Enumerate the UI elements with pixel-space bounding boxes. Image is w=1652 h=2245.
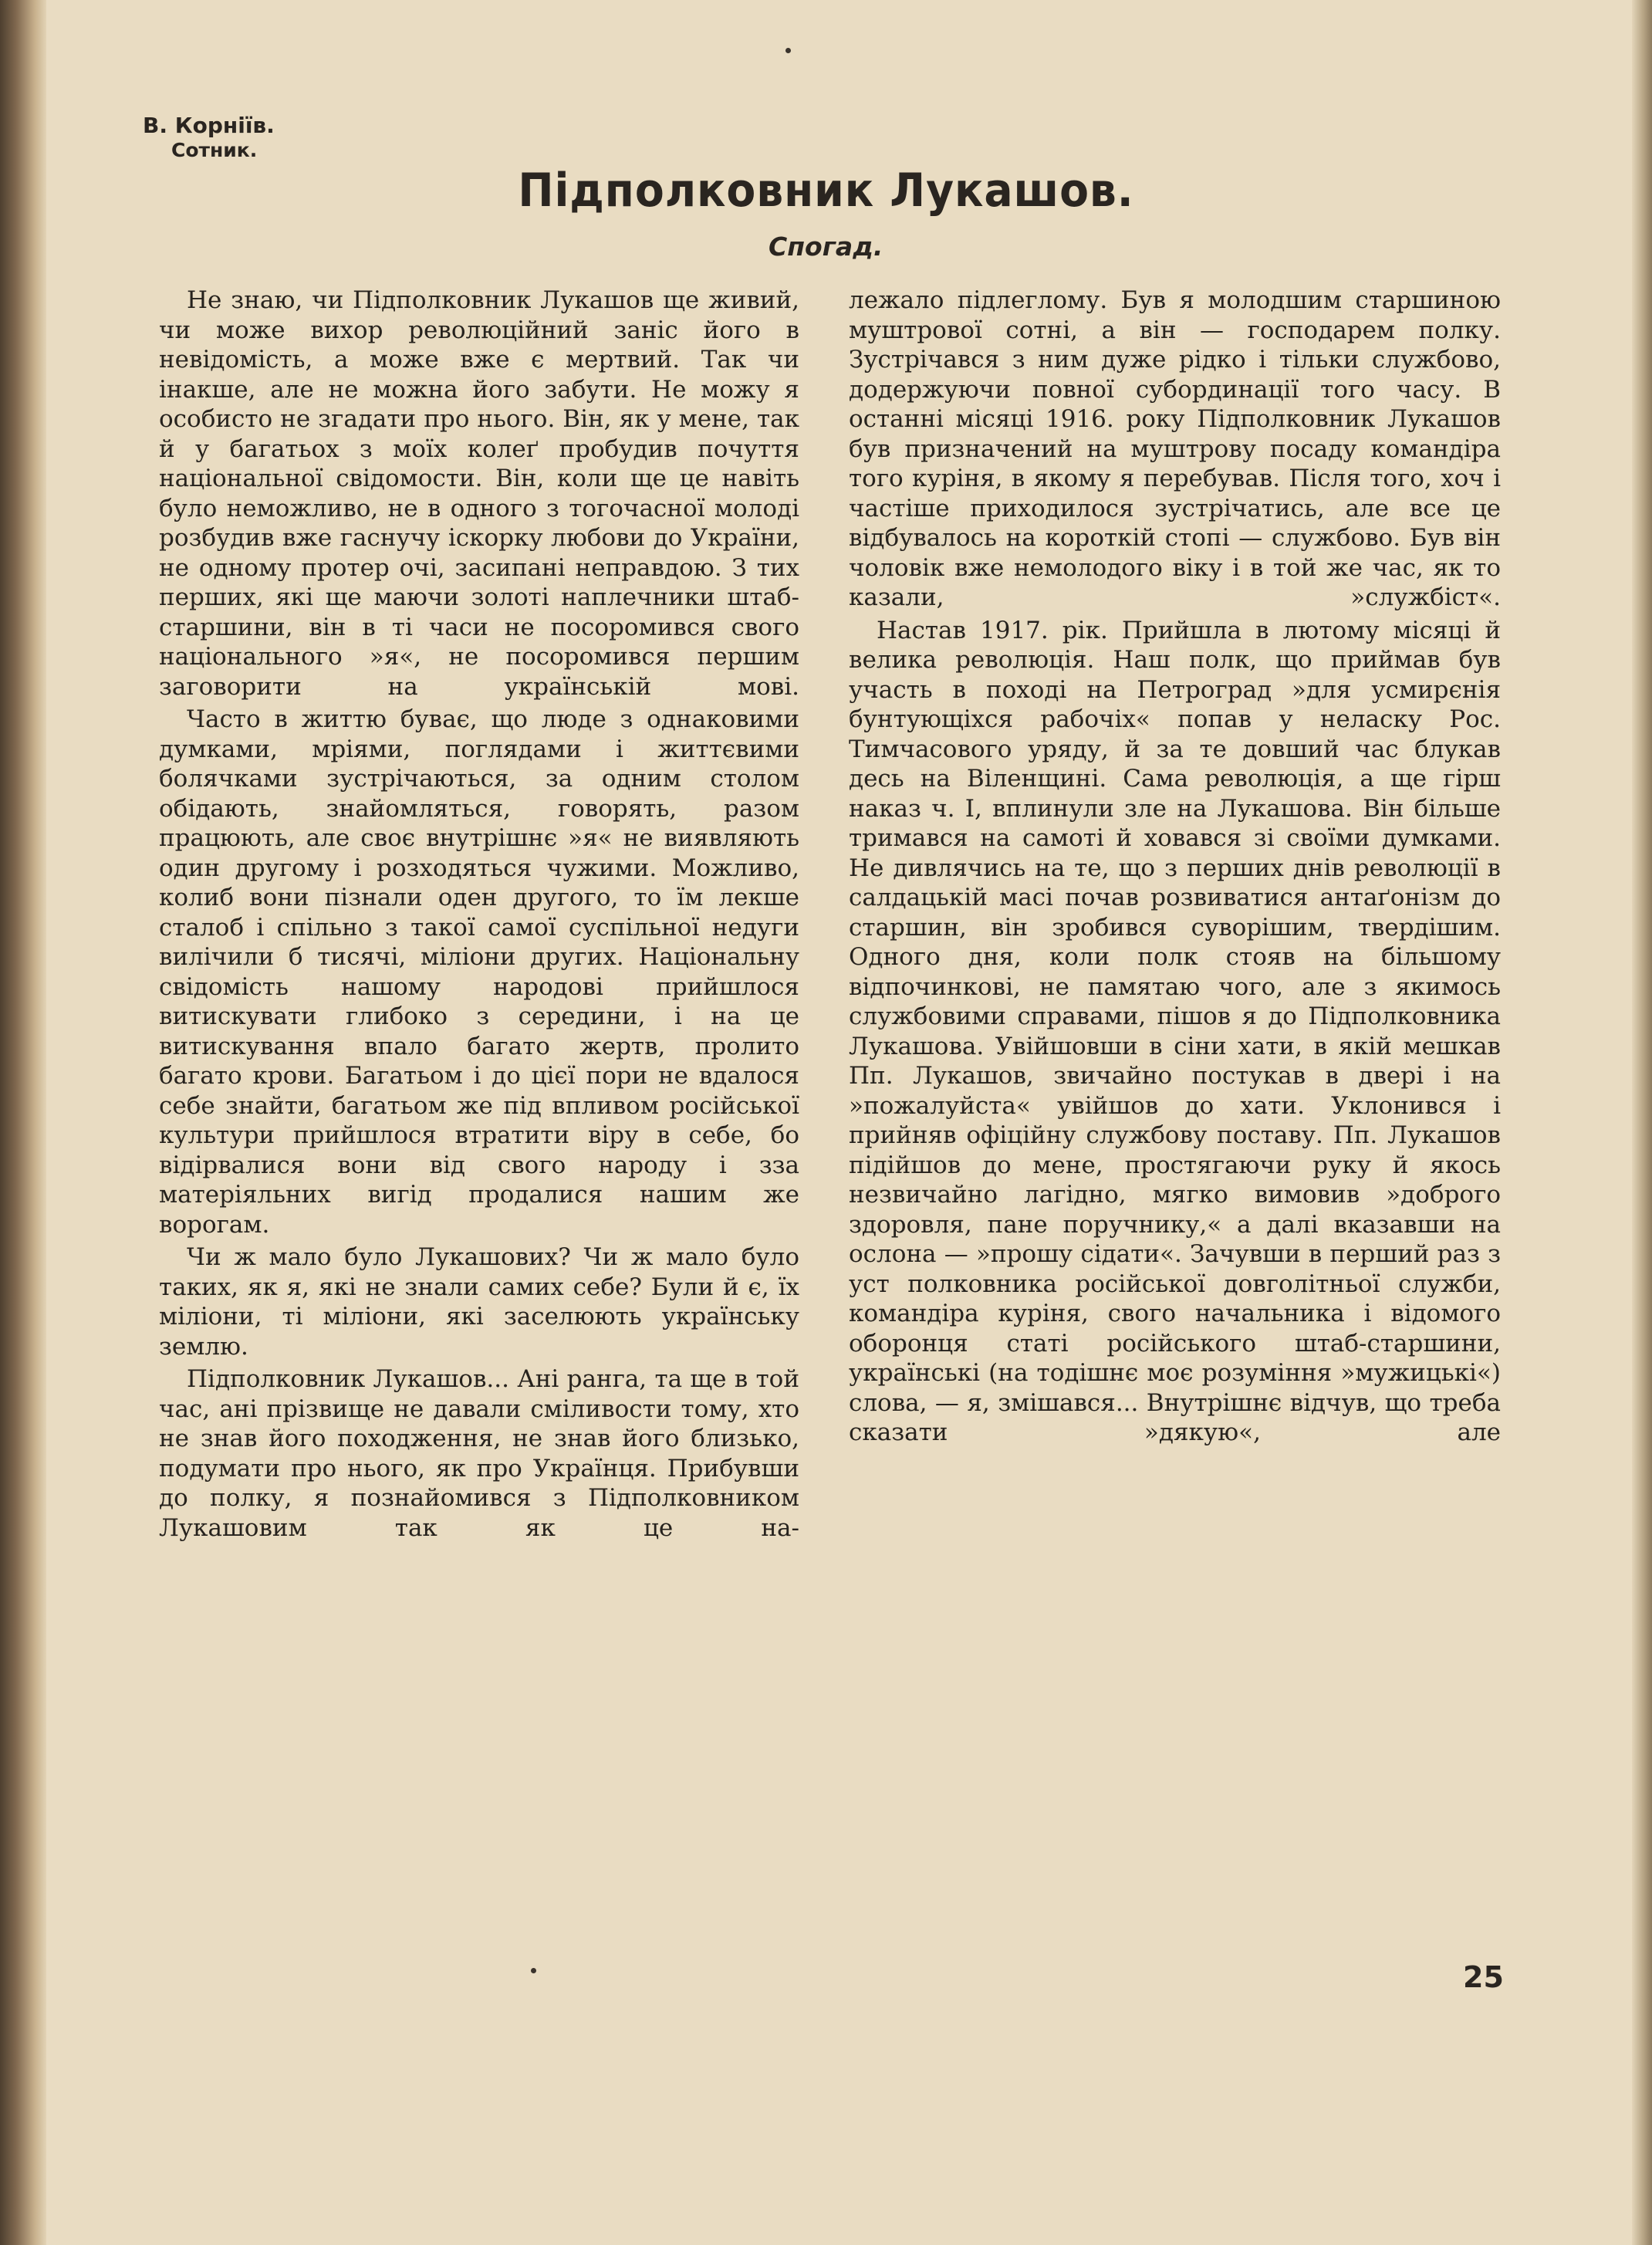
paragraph: Чи ж мало було Лукашових? Чи ж мало було таких, як я, які не знали самих себе? Були й є, їх міліони, ті міліони, які заселюють українську землю. <box>159 1243 799 1361</box>
paragraph: Часто в життю буває, що люде з однаковими думками, мріями, поглядами і життєвими болячками зустрічаються, за одним столом обідають, знайомляться, говорять, разом працюють, але своє внутрішнє »я« не виявляють один другому і розходяться чужими. Можливо, колиб вони пізнали оден другого, то їм лекше сталоб і спільно з такої самої суспільної недуги вилічили б тисячі, міліони других. Національну свідомість нашому народові прийшлося витискувати глибоко з середини, і на це витискування впало багато жертв, пролито багато крови. Багатьом і до цієї пори не вдалося себе знайти, багатьом же під впливом російської культури прийшлося втратити віру в себе, бо відірвалися вони від свого народу і зза матеріяльних вигід продалися нашим же ворогам. <box>159 705 799 1239</box>
print-speck <box>531 1968 536 1973</box>
right-column <box>849 286 1501 1451</box>
book-spine-shadow <box>0 0 46 2245</box>
article-title: Підполковник Лукашов. <box>518 164 1134 218</box>
print-speck <box>785 48 791 53</box>
paragraph: Підполковник Лукашов... Ані ранга, та ще в той час, ані прізвище не давали сміливости тому, хто не знав його походження, не знав його близько, подумати про нього, як про Українця. Прибувши до полку, я познайомився з Підполковником Лукашовим так як це на- <box>159 1365 799 1542</box>
paragraph: лежало підлеглому. Був я молодшим старшиною муштрової сотні, а він — господарем полку. Зустрічався з ним дуже рідко і тільки службово, додержуючи повної субординації того часу. В останні місяці 1916. року Підполковник Лукашов був призначений на муштрову посаду командіра того куріня, в якому я перебував. Після того, хоч і частіше приходилося зустрічатись, але все це відбувалось на короткій стопі — службово. Був він чоловік вже немолодого віку і в той же час, як то казали, »службіст«. <box>849 286 1501 611</box>
author-rank: Сотник. <box>171 139 258 161</box>
page-number: 25 <box>1463 1960 1504 1994</box>
article-subtitle: Спогад. <box>769 232 883 262</box>
paragraph: Не знаю, чи Підполковник Лукашов ще живий, чи може вихор революційний заніс його в невідомість, а може вже є мертвий. Так чи інакше, але не можна його забути. Не можу я особисто не згадати про нього. Він, як у мене, так й у багатьох з моїх колеґ пробудив почуття національної свідомости. Він, коли ще це навіть було неможливо, не в одного з тогочасної молоді розбудив вже гаснучу іскорку любови до України, не одному протер очі, засипані неправдою. З тих перших, які ще маючи золоті наплечники штаб-старшини, він в ті часи не посоромився свого національного »я«, не посоромився першим заговорити на українській мові. <box>159 286 799 701</box>
left-column <box>159 286 799 1546</box>
paragraph: Настав 1917. рік. Прийшла в лютому місяці й велика революція. Наш полк, що приймав був участь в поході на Петроград »для усмирєнія бунтующіхся рабочіх« попав у неласку Рос. Тимчасового уряду, й за те довший час блукав десь на Віленщині. Сама революція, а ще гірш наказ ч. І, вплинули зле на Лукашова. Він більше тримався на самоті й ховався зі своїми думками. Не дивлячись на те, що з перших днів революції в салдацькій масі почав розвиватися антаґонізм до старшин, він зробився суворішим, твердішим. Одного дня, коли полк стояв на більшому відпочинкові, не памятаю чого, але з якимось службовими справами, пішов я до Підполковника Лукашова. Увійшовши в сіни хати, в якій мешкав Пп. Лукашов, звичайно постукав в двері і на »пожалуйста« увійшов до хати. Уклонився і прийняв офіційну службову поставу. Пп. Лукашов підійшов до мене, простягаючи руку й якось незвичайно лагідно, мягко вимовив »доброго здоровля, пане поручнику,« а далі вказавши на ослона — »прошу сідати«. Зачувши в перший раз з уст полковника російської довголітньої служби, командіра куріня, свого начальника і відомого оборонця статі російського штаб-старшини, українські (на тодішнє моє розуміння »мужицькі«) слова, — я, змішався... Внутрішнє відчув, що треба сказати »дякую«, але <box>849 616 1501 1446</box>
author-name: В. Корніїв. <box>143 113 275 138</box>
page-edge-shadow <box>1632 0 1652 2245</box>
